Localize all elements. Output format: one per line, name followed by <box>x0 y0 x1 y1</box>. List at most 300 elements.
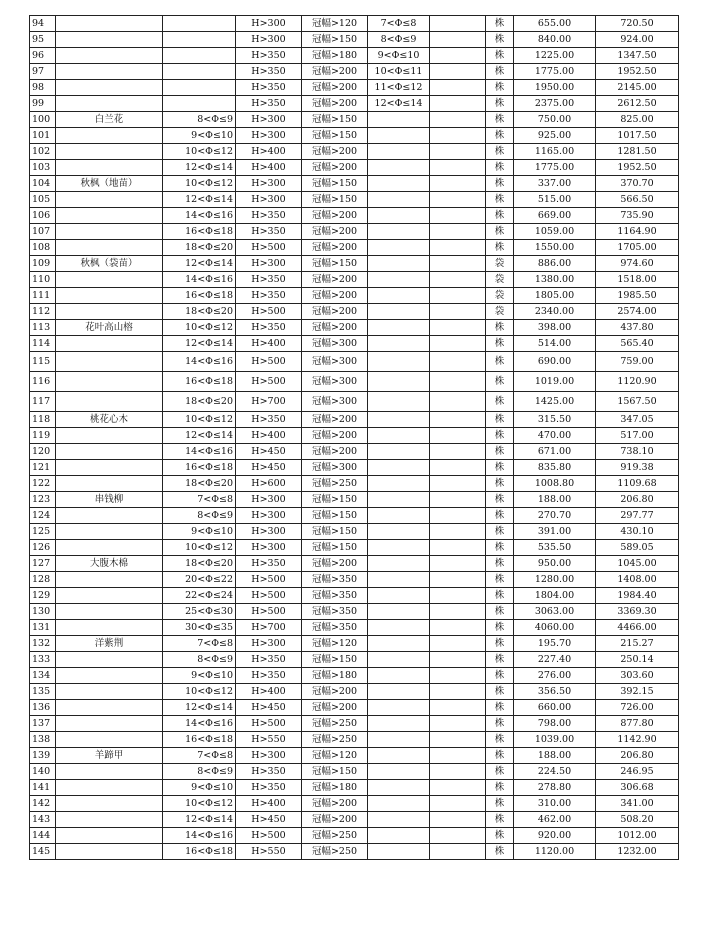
crown-spec: 冠幅>200 <box>302 288 368 304</box>
diameter-spec: 14<Φ≤16 <box>163 352 236 372</box>
unit-price: 278.80 <box>514 780 596 796</box>
table-row <box>30 288 679 304</box>
plant-name <box>56 144 163 160</box>
crown-spec: 冠幅>150 <box>302 128 368 144</box>
unit: 株 <box>486 80 514 96</box>
row-number: 126 <box>30 540 56 556</box>
unit: 株 <box>486 668 514 684</box>
blank-cell <box>430 176 486 192</box>
blank-cell <box>430 320 486 336</box>
unit: 株 <box>486 684 514 700</box>
table-row <box>30 540 679 556</box>
height-spec: H>300 <box>236 176 302 192</box>
unit: 株 <box>486 764 514 780</box>
blank-cell <box>430 700 486 716</box>
total-price: 1567.50 <box>596 392 679 412</box>
crown-spec: 冠幅>200 <box>302 64 368 80</box>
plant-name <box>56 604 163 620</box>
crown-spec: 冠幅>300 <box>302 372 368 392</box>
crown-spec: 冠幅>180 <box>302 668 368 684</box>
table-row <box>30 392 679 412</box>
row-number: 112 <box>30 304 56 320</box>
row-number: 110 <box>30 272 56 288</box>
diameter-spec: 10<Φ≤12 <box>163 144 236 160</box>
plant-name <box>56 428 163 444</box>
plant-name <box>56 444 163 460</box>
plant-name <box>56 780 163 796</box>
plant-name <box>56 224 163 240</box>
total-price: 919.38 <box>596 460 679 476</box>
diameter-spec: 10<Φ≤12 <box>163 684 236 700</box>
table-row <box>30 192 679 208</box>
extra-spec <box>368 160 430 176</box>
diameter-spec <box>163 48 236 64</box>
unit: 株 <box>486 352 514 372</box>
plant-name <box>56 208 163 224</box>
unit: 株 <box>486 208 514 224</box>
unit: 株 <box>486 176 514 192</box>
total-price: 297.77 <box>596 508 679 524</box>
table-row <box>30 80 679 96</box>
blank-cell <box>430 540 486 556</box>
height-spec: H>500 <box>236 572 302 588</box>
unit-price: 270.70 <box>514 508 596 524</box>
total-price: 206.80 <box>596 492 679 508</box>
total-price: 1952.50 <box>596 160 679 176</box>
table-row <box>30 336 679 352</box>
extra-spec <box>368 428 430 444</box>
unit-price: 515.00 <box>514 192 596 208</box>
row-number: 140 <box>30 764 56 780</box>
total-price: 3369.30 <box>596 604 679 620</box>
blank-cell <box>430 572 486 588</box>
height-spec: H>350 <box>236 96 302 112</box>
table-row <box>30 64 679 80</box>
plant-name <box>56 192 163 208</box>
diameter-spec: 9<Φ≤10 <box>163 524 236 540</box>
blank-cell <box>430 160 486 176</box>
unit-price: 1775.00 <box>514 64 596 80</box>
unit: 株 <box>486 620 514 636</box>
crown-spec: 冠幅>250 <box>302 828 368 844</box>
unit-price: 2340.00 <box>514 304 596 320</box>
unit-price: 750.00 <box>514 112 596 128</box>
diameter-spec: 8<Φ≤9 <box>163 508 236 524</box>
blank-cell <box>430 224 486 240</box>
extra-spec: 11<Φ≤12 <box>368 80 430 96</box>
total-price: 877.80 <box>596 716 679 732</box>
plant-name <box>56 460 163 476</box>
crown-spec: 冠幅>200 <box>302 160 368 176</box>
crown-spec: 冠幅>200 <box>302 272 368 288</box>
extra-spec <box>368 764 430 780</box>
total-price: 924.00 <box>596 32 679 48</box>
unit: 株 <box>486 444 514 460</box>
extra-spec <box>368 460 430 476</box>
row-number: 109 <box>30 256 56 272</box>
diameter-spec: 18<Φ≤20 <box>163 304 236 320</box>
extra-spec <box>368 412 430 428</box>
blank-cell <box>430 828 486 844</box>
total-price: 347.05 <box>596 412 679 428</box>
plant-name: 串钱柳 <box>56 492 163 508</box>
crown-spec: 冠幅>200 <box>302 700 368 716</box>
unit-price: 1425.00 <box>514 392 596 412</box>
total-price: 825.00 <box>596 112 679 128</box>
unit-price: 224.50 <box>514 764 596 780</box>
extra-spec <box>368 492 430 508</box>
table-row <box>30 844 679 860</box>
unit-price: 2375.00 <box>514 96 596 112</box>
plant-name <box>56 588 163 604</box>
plant-name <box>56 620 163 636</box>
unit-price: 4060.00 <box>514 620 596 636</box>
height-spec: H>400 <box>236 684 302 700</box>
height-spec: H>450 <box>236 812 302 828</box>
height-spec: H>350 <box>236 208 302 224</box>
extra-spec <box>368 844 430 860</box>
total-price: 1408.00 <box>596 572 679 588</box>
table-row <box>30 812 679 828</box>
extra-spec <box>368 208 430 224</box>
table-row <box>30 780 679 796</box>
crown-spec: 冠幅>350 <box>302 620 368 636</box>
row-number: 100 <box>30 112 56 128</box>
row-number: 131 <box>30 620 56 636</box>
unit-price: 337.00 <box>514 176 596 192</box>
height-spec: H>350 <box>236 288 302 304</box>
table-row <box>30 460 679 476</box>
diameter-spec: 18<Φ≤20 <box>163 556 236 572</box>
total-price: 735.90 <box>596 208 679 224</box>
plant-name: 秋枫（地苗） <box>56 176 163 192</box>
extra-spec <box>368 336 430 352</box>
total-price: 759.00 <box>596 352 679 372</box>
plant-name <box>56 128 163 144</box>
diameter-spec: 10<Φ≤12 <box>163 412 236 428</box>
row-number: 95 <box>30 32 56 48</box>
total-price: 565.40 <box>596 336 679 352</box>
row-number: 133 <box>30 652 56 668</box>
total-price: 2145.00 <box>596 80 679 96</box>
extra-spec <box>368 780 430 796</box>
diameter-spec: 10<Φ≤12 <box>163 540 236 556</box>
row-number: 139 <box>30 748 56 764</box>
extra-spec <box>368 128 430 144</box>
crown-spec: 冠幅>200 <box>302 320 368 336</box>
unit: 株 <box>486 652 514 668</box>
total-price: 1952.50 <box>596 64 679 80</box>
crown-spec: 冠幅>300 <box>302 336 368 352</box>
total-price: 306.68 <box>596 780 679 796</box>
extra-spec <box>368 796 430 812</box>
crown-spec: 冠幅>150 <box>302 176 368 192</box>
blank-cell <box>430 48 486 64</box>
height-spec: H>300 <box>236 128 302 144</box>
extra-spec <box>368 176 430 192</box>
unit-price: 462.00 <box>514 812 596 828</box>
blank-cell <box>430 652 486 668</box>
diameter-spec: 10<Φ≤12 <box>163 320 236 336</box>
extra-spec <box>368 828 430 844</box>
height-spec: H>350 <box>236 80 302 96</box>
unit: 株 <box>486 540 514 556</box>
table-row <box>30 176 679 192</box>
blank-cell <box>430 588 486 604</box>
row-number: 97 <box>30 64 56 80</box>
row-number: 135 <box>30 684 56 700</box>
row-number: 99 <box>30 96 56 112</box>
row-number: 116 <box>30 372 56 392</box>
height-spec: H>350 <box>236 48 302 64</box>
crown-spec: 冠幅>250 <box>302 732 368 748</box>
unit: 株 <box>486 16 514 32</box>
diameter-spec: 12<Φ≤14 <box>163 428 236 444</box>
height-spec: H>300 <box>236 256 302 272</box>
unit-price: 1225.00 <box>514 48 596 64</box>
unit: 株 <box>486 192 514 208</box>
unit: 株 <box>486 796 514 812</box>
height-spec: H>400 <box>236 336 302 352</box>
diameter-spec <box>163 32 236 48</box>
diameter-spec: 9<Φ≤10 <box>163 668 236 684</box>
unit: 株 <box>486 700 514 716</box>
unit-price: 1950.00 <box>514 80 596 96</box>
row-number: 143 <box>30 812 56 828</box>
total-price: 1045.00 <box>596 556 679 572</box>
row-number: 137 <box>30 716 56 732</box>
height-spec: H>300 <box>236 540 302 556</box>
height-spec: H>350 <box>236 320 302 336</box>
unit-price: 1039.00 <box>514 732 596 748</box>
extra-spec <box>368 604 430 620</box>
unit: 株 <box>486 556 514 572</box>
unit-price: 1019.00 <box>514 372 596 392</box>
height-spec: H>500 <box>236 352 302 372</box>
extra-spec <box>368 732 430 748</box>
total-price: 206.80 <box>596 748 679 764</box>
crown-spec: 冠幅>150 <box>302 540 368 556</box>
row-number: 125 <box>30 524 56 540</box>
table-row <box>30 476 679 492</box>
plant-name <box>56 64 163 80</box>
blank-cell <box>430 844 486 860</box>
blank-cell <box>430 208 486 224</box>
unit: 株 <box>486 748 514 764</box>
blank-cell <box>430 272 486 288</box>
row-number: 138 <box>30 732 56 748</box>
plant-name: 秋枫（袋苗） <box>56 256 163 272</box>
unit: 株 <box>486 588 514 604</box>
height-spec: H>450 <box>236 444 302 460</box>
total-price: 215.27 <box>596 636 679 652</box>
unit-price: 391.00 <box>514 524 596 540</box>
total-price: 974.60 <box>596 256 679 272</box>
total-price: 1518.00 <box>596 272 679 288</box>
plant-name <box>56 540 163 556</box>
plant-name <box>56 764 163 780</box>
blank-cell <box>430 112 486 128</box>
plant-name <box>56 732 163 748</box>
extra-spec <box>368 304 430 320</box>
height-spec: H>350 <box>236 780 302 796</box>
blank-cell <box>430 732 486 748</box>
crown-spec: 冠幅>200 <box>302 684 368 700</box>
row-number: 107 <box>30 224 56 240</box>
table-row <box>30 208 679 224</box>
plant-name <box>56 524 163 540</box>
height-spec: H>300 <box>236 508 302 524</box>
crown-spec: 冠幅>200 <box>302 796 368 812</box>
extra-spec <box>368 224 430 240</box>
row-number: 121 <box>30 460 56 476</box>
plant-name <box>56 812 163 828</box>
crown-spec: 冠幅>150 <box>302 764 368 780</box>
diameter-spec <box>163 96 236 112</box>
blank-cell <box>430 428 486 444</box>
blank-cell <box>430 604 486 620</box>
plant-name <box>56 336 163 352</box>
unit: 株 <box>486 112 514 128</box>
row-number: 124 <box>30 508 56 524</box>
diameter-spec: 12<Φ≤14 <box>163 336 236 352</box>
height-spec: H>300 <box>236 112 302 128</box>
crown-spec: 冠幅>150 <box>302 492 368 508</box>
plant-name <box>56 652 163 668</box>
table-row <box>30 620 679 636</box>
blank-cell <box>430 192 486 208</box>
extra-spec: 9<Φ≤10 <box>368 48 430 64</box>
blank-cell <box>430 352 486 372</box>
total-price: 1985.50 <box>596 288 679 304</box>
crown-spec: 冠幅>200 <box>302 240 368 256</box>
unit: 株 <box>486 604 514 620</box>
height-spec: H>350 <box>236 764 302 780</box>
unit-price: 535.50 <box>514 540 596 556</box>
unit-price: 669.00 <box>514 208 596 224</box>
total-price: 720.50 <box>596 16 679 32</box>
diameter-spec: 16<Φ≤18 <box>163 460 236 476</box>
table-row <box>30 652 679 668</box>
unit-price: 310.00 <box>514 796 596 812</box>
table-row <box>30 224 679 240</box>
table-row <box>30 524 679 540</box>
extra-spec <box>368 256 430 272</box>
unit: 株 <box>486 844 514 860</box>
blank-cell <box>430 240 486 256</box>
table-body <box>30 16 679 860</box>
crown-spec: 冠幅>300 <box>302 460 368 476</box>
crown-spec: 冠幅>300 <box>302 352 368 372</box>
crown-spec: 冠幅>150 <box>302 32 368 48</box>
plant-name <box>56 844 163 860</box>
row-number: 134 <box>30 668 56 684</box>
unit: 株 <box>486 160 514 176</box>
height-spec: H>500 <box>236 304 302 320</box>
total-price: 341.00 <box>596 796 679 812</box>
extra-spec <box>368 272 430 288</box>
blank-cell <box>430 716 486 732</box>
plant-name <box>56 476 163 492</box>
height-spec: H>350 <box>236 668 302 684</box>
diameter-spec <box>163 64 236 80</box>
unit: 袋 <box>486 256 514 272</box>
height-spec: H>300 <box>236 32 302 48</box>
blank-cell <box>430 620 486 636</box>
table-row <box>30 160 679 176</box>
diameter-spec: 10<Φ≤12 <box>163 176 236 192</box>
height-spec: H>500 <box>236 716 302 732</box>
unit: 株 <box>486 336 514 352</box>
table-row <box>30 412 679 428</box>
blank-cell <box>430 32 486 48</box>
diameter-spec: 7<Φ≤8 <box>163 492 236 508</box>
height-spec: H>500 <box>236 828 302 844</box>
table-row <box>30 668 679 684</box>
unit: 袋 <box>486 272 514 288</box>
total-price: 1017.50 <box>596 128 679 144</box>
unit: 株 <box>486 732 514 748</box>
extra-spec <box>368 700 430 716</box>
crown-spec: 冠幅>350 <box>302 572 368 588</box>
blank-cell <box>430 780 486 796</box>
total-price: 566.50 <box>596 192 679 208</box>
total-price: 726.00 <box>596 700 679 716</box>
crown-spec: 冠幅>200 <box>302 144 368 160</box>
total-price: 2574.00 <box>596 304 679 320</box>
table-row <box>30 492 679 508</box>
extra-spec <box>368 620 430 636</box>
crown-spec: 冠幅>150 <box>302 256 368 272</box>
row-number: 129 <box>30 588 56 604</box>
height-spec: H>300 <box>236 192 302 208</box>
plant-name <box>56 160 163 176</box>
unit: 株 <box>486 812 514 828</box>
row-number: 114 <box>30 336 56 352</box>
total-price: 437.80 <box>596 320 679 336</box>
diameter-spec: 9<Φ≤10 <box>163 128 236 144</box>
plant-name <box>56 828 163 844</box>
height-spec: H>500 <box>236 372 302 392</box>
row-number: 94 <box>30 16 56 32</box>
blank-cell <box>430 508 486 524</box>
extra-spec <box>368 372 430 392</box>
blank-cell <box>430 372 486 392</box>
total-price: 370.70 <box>596 176 679 192</box>
unit-price: 356.50 <box>514 684 596 700</box>
plant-name: 大腹木棉 <box>56 556 163 572</box>
total-price: 1142.90 <box>596 732 679 748</box>
extra-spec <box>368 636 430 652</box>
row-number: 113 <box>30 320 56 336</box>
diameter-spec: 18<Φ≤20 <box>163 392 236 412</box>
crown-spec: 冠幅>200 <box>302 556 368 572</box>
table-row <box>30 32 679 48</box>
row-number: 117 <box>30 392 56 412</box>
extra-spec <box>368 320 430 336</box>
row-number: 128 <box>30 572 56 588</box>
unit-price: 1804.00 <box>514 588 596 604</box>
height-spec: H>300 <box>236 16 302 32</box>
diameter-spec: 12<Φ≤14 <box>163 192 236 208</box>
unit-price: 840.00 <box>514 32 596 48</box>
table-row <box>30 828 679 844</box>
height-spec: H>450 <box>236 700 302 716</box>
diameter-spec: 30<Φ≤35 <box>163 620 236 636</box>
plant-name <box>56 288 163 304</box>
height-spec: H>400 <box>236 144 302 160</box>
blank-cell <box>430 128 486 144</box>
